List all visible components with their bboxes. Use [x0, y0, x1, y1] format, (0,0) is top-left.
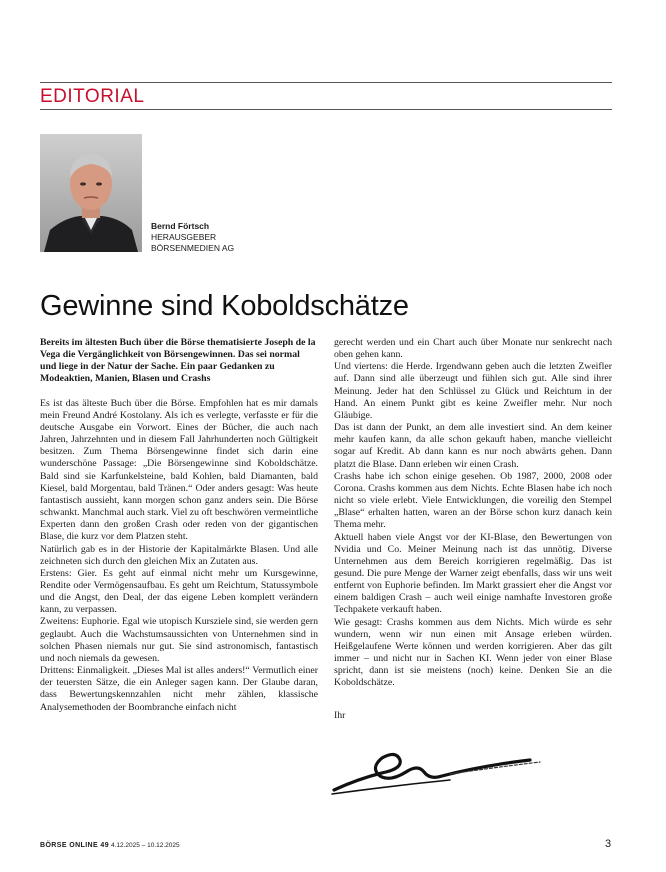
body-paragraph: Zweitens: Euphorie. Egal wie utopisch Kursziele sind, sie werden gern geglaubt. Auch die Wachstumsaussichten von Unternehmen sind in solchen Phasen niemals nur gut. Sie sind astronomisch, fantastisch und noch niemals da gewesen. — [40, 616, 318, 664]
issue-date-range: 4.12.2025 – 10.12.2025 — [110, 842, 180, 849]
page-footer — [40, 842, 180, 849]
signoff: Ihr — [334, 709, 346, 721]
body-paragraph: Drittens: Einmaligkeit. „Dieses Mal ist alles anders!“ Vermutlich einer der teuersten Sätze, die ein Anleger sagen kann. Der Glaube daran, dass Bewertungskennzahlen nicht mehr zählen, klassische Analysemethoden der Boombranche einfach nicht — [40, 665, 318, 713]
body-paragraph: Aktuell haben viele Angst vor der KI-Blase, den Bewertungen von Nvidia und Co. Meiner Meinung nach ist das unnötig. Diverse Unternehmen aus dem Bereich korrigieren regelmäßig. Das ist gesund. Die pure Menge der Warner zeigt ebenfalls, dass wir uns weit entfernt von Euphorie befinden. Im Markt grassiert eher die Angst vor einem baldigen Crash – auch weil einige namhafte Investoren große Techpakete verkauft haben. — [334, 531, 612, 616]
body-paragraph: Und viertens: die Herde. Irgendwann geben auch die letzten Zweifler auf. Dann sind alle überzeugt und fühlen sich gut. Alle sind ihrer Meinung. Jeder hat den Schlüssel zu Glück und Reichtum in der Hand. An einem Punkt gibt es keine Zweifler mehr. Nur noch Gläubige. — [334, 361, 612, 421]
body-paragraph: Natürlich gab es in der Historie der Kapitalmärkte Blasen. Und alle zeichneten sich durch den gleichen Mix an Zutaten aus. — [40, 543, 318, 567]
header-rule-bottom — [40, 109, 612, 110]
article-headline: Gewinne sind Koboldschätze — [40, 290, 409, 322]
section-label: EDITORIAL — [40, 86, 145, 107]
handwritten-signature — [330, 738, 545, 800]
magazine-name: BÖRSE ONLINE 49 — [40, 842, 110, 849]
page-number: 3 — [605, 838, 612, 850]
author-name: Bernd Förtsch — [151, 221, 210, 231]
author-photo-illustration — [40, 134, 142, 252]
article-column-left — [40, 337, 318, 714]
author-photo — [40, 134, 142, 252]
body-paragraph: gerecht werden und ein Chart auch über Monate nur senkrecht nach oben gehen kann. — [334, 337, 612, 361]
body-paragraph: Erstens: Gier. Es geht auf einmal nicht mehr um Kursgewinne, Rendite oder Vermögensaufbau. Es geht um Reichtum, Statussymbole und die Angst, den Deal, der das eigene Leben komplett verändern kann, zu verpassen. — [40, 567, 318, 616]
article-column-right — [334, 337, 612, 722]
body-paragraph: Crashs habe ich schon einige gesehen. Ob 1987, 2000, 2008 oder Corona. Crashs kommen aus dem Nichts. Echte Blasen habe ich noch nicht so viele erlebt. Viele Entwicklungen, die voreilig den Stempel „Blase“ erhalten hatten, waren an der Börse schon kurz danach kein Thema mehr. — [334, 470, 612, 531]
author-byline — [151, 221, 234, 254]
body-paragraph: Wie gesagt: Crashs kommen aus dem Nichts. Mich würde es sehr wundern, wenn wir nun einen mit Ansage erleben würden. Heißgelaufene Werte können und werden korrigieren. Aber das gilt immer – und nicht nur in Sachen KI. Wenn jeder von einer Blase spricht, dann ist sie meistens (noch) keine. Denken Sie an die Koboldschätze. — [334, 616, 612, 689]
header-rule-top — [40, 82, 612, 83]
body-paragraph: Das ist dann der Punkt, an dem alle investiert sind. An dem keiner mehr kaufen kann, da alle schon gekauft haben, manche vielleicht sogar auf Kredit. Ab dann kann es nur noch abwärts gehen. Dann platzt die Blase. Dann erleben wir einen Crash. — [334, 422, 612, 470]
author-company: BÖRSENMEDIEN AG — [151, 243, 235, 253]
body-paragraph: Es ist das älteste Buch über die Börse. Empfohlen hat es mir damals mein Freund André Kostolany. Als ich es verlegte, verfasste er für die deutsche Ausgabe ein Vorwort. Eines der Bücher, die auch nach Jahren, Jahrzehnten und in diesem Fall Jahrhunderten noch Gültigkeit besitzen. Zum Thema Börsengewinne findet sich darin eine wunderschöne Passage: „Die Börsengewinne sind Koboldschätze. Bald sind sie Karfunkelsteine, bald Kohlen, bald Diamanten, bald Kiesel, bald Morgentau, bald Tränen.“ Oder anders gesagt: Was heute fantastisch aussieht, kann morgen schon ganz anders sein. Die Börse schwankt. Manchmal auch stark. Viel zu oft beschwören vermeintliche Experten dann den großen Crash oder reden von der gigantischen Blase, die kurz vor dem Platzen steht. — [40, 397, 318, 543]
article-lead: Bereits im ältesten Buch über die Börse thematisierte Joseph de la Vega die Vergänglichkeit von Börsengewinnen. Das sei normal und liege in der Natur der Sache. Ein paar Gedanken zu Modeaktien, Manien, Blasen und Crashs — [40, 337, 316, 385]
author-role: HERAUSGEBER — [151, 232, 217, 242]
